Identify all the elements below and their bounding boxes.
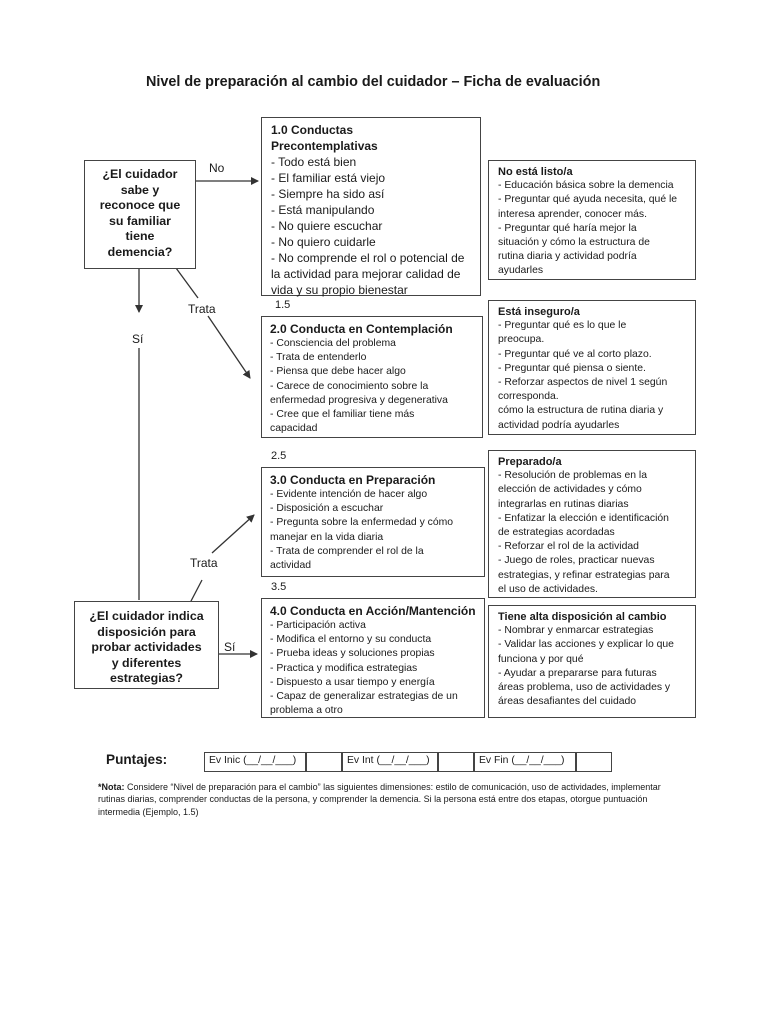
question1-line: su familiar bbox=[109, 213, 171, 228]
response3-box bbox=[488, 450, 696, 598]
stage4-item: - Capaz de generalizar estrategias de un bbox=[270, 691, 458, 703]
question1-line: sabe y bbox=[120, 182, 160, 197]
question2-line: probar actividades bbox=[91, 640, 202, 655]
stage2-item: - Cree que el familiar tiene más bbox=[270, 409, 415, 421]
stage4-item: problema a otro bbox=[270, 705, 343, 717]
response4-item: - Ayudar a prepararse para futuras bbox=[498, 667, 657, 679]
edge-label-trata: Trata bbox=[190, 556, 218, 570]
question2-line: estrategias? bbox=[109, 671, 183, 686]
arrow-trata2 bbox=[212, 515, 254, 553]
footnote-text: Considere “Nivel de preparación para el cambio” las siguientes dimensiones: estilo de comunicación, uso de actividades, implementar rutinas diarias, comprender conductas de la persona, y comprender la demencia. Si la persona está entre dos etapas, otorgue puntuación intermedia (Ejemplo, 1.5) bbox=[98, 782, 661, 817]
question1-line: reconoce que bbox=[99, 198, 181, 213]
response3-item: - Juego de roles, practicar nuevas bbox=[498, 555, 655, 567]
response2-heading: Está inseguro/a bbox=[498, 306, 580, 318]
question2-line: ¿El cuidador indica bbox=[89, 609, 204, 623]
question2-line: y diferentes bbox=[111, 655, 182, 670]
score-ev-int-box bbox=[342, 752, 438, 772]
arrow-trata1 bbox=[208, 316, 250, 378]
stage2-heading: 2.0 Conducta en Contemplación bbox=[270, 322, 453, 336]
response1-item: ayudarles bbox=[498, 265, 544, 277]
response1-box bbox=[488, 160, 696, 280]
score-ev-int-label: Ev Int (__/__/___) bbox=[347, 755, 430, 766]
response2-item: - Preguntar qué ve al corto plazo. bbox=[498, 348, 652, 360]
edge-label-no: No bbox=[209, 161, 225, 175]
stage1-item: - El familiar está viejo bbox=[271, 171, 386, 185]
edge-label-si: Sí bbox=[132, 332, 144, 346]
stage4-heading: 4.0 Conducta en Acción/Mantención bbox=[270, 604, 476, 618]
stage4-item: - Dispuesto a usar tiempo y energía bbox=[270, 676, 435, 688]
stage3-item: manejar en la vida diaria bbox=[270, 531, 384, 543]
intermediate-score-3-5: 3.5 bbox=[271, 581, 287, 593]
stage1-box bbox=[261, 117, 481, 296]
response4-item: - Nombrar y enmarcar estrategias bbox=[498, 625, 654, 637]
score-ev-int-value[interactable] bbox=[438, 752, 474, 772]
intermediate-score-1-5: 1.5 bbox=[275, 299, 291, 311]
question2-line: disposición para bbox=[97, 624, 196, 639]
stage3-item: - Disposición a escuchar bbox=[270, 503, 384, 515]
score-ev-fin-value[interactable] bbox=[576, 752, 612, 772]
line-trata1-a bbox=[176, 268, 198, 298]
response3-item: integrarlas en rutinas diarias bbox=[498, 498, 629, 510]
response1-item: - Educación básica sobre la demencia bbox=[498, 180, 674, 192]
stage2-item: capacidad bbox=[270, 423, 318, 435]
response4-item: áreas desafiantes del cuidado bbox=[498, 696, 637, 708]
response2-item: - Preguntar qué es lo que le bbox=[498, 320, 627, 332]
stage1-heading: 1.0 Conductas bbox=[271, 123, 354, 137]
page-title: Nivel de preparación al cambio del cuidador – Ficha de evaluación bbox=[146, 74, 601, 90]
response2-item: actividad podría ayudarles bbox=[498, 419, 620, 431]
line-trata2-a bbox=[190, 580, 202, 603]
response2-item: corresponda. bbox=[498, 391, 559, 403]
footnote bbox=[98, 781, 678, 818]
response1-item: - Preguntar qué ayuda necesita, qué le bbox=[498, 194, 678, 206]
footnote-label: *Nota: bbox=[98, 782, 125, 792]
score-ev-inic-label: Ev Inic (__/__/___) bbox=[209, 755, 297, 766]
stage1-item: - No comprende el rol o potencial de bbox=[271, 251, 465, 265]
response3-item: - Resolución de problemas en la bbox=[498, 470, 648, 482]
stage1-item: la actividad para mejorar calidad de bbox=[271, 267, 461, 281]
response2-box bbox=[488, 300, 696, 435]
response3-item: el uso de actividades. bbox=[498, 583, 598, 595]
response2-item: preocupa. bbox=[498, 334, 545, 346]
response4-box bbox=[488, 605, 696, 718]
stage3-item: - Trata de comprender el rol de la bbox=[270, 545, 424, 557]
response3-item: estrategias, y refinar estrategias para bbox=[498, 569, 670, 581]
stage1-item: - No quiero cuidarle bbox=[271, 235, 376, 249]
question1-line: tiene bbox=[125, 229, 155, 244]
edge-label-trata: Trata bbox=[188, 302, 216, 316]
response4-item: áreas problema, uso de actividades y bbox=[498, 682, 671, 694]
question1-line: ¿El cuidador bbox=[102, 167, 178, 181]
response3-heading: Preparado/a bbox=[498, 456, 562, 468]
stage2-item: - Trata de entenderlo bbox=[270, 352, 367, 364]
stage1-item: - Está manipulando bbox=[271, 203, 375, 217]
score-ev-fin-label: Ev Fin (__/__/___) bbox=[479, 755, 565, 766]
question-willing-to-try bbox=[74, 601, 219, 689]
question1-line: demencia? bbox=[107, 244, 173, 259]
score-ev-fin-box bbox=[474, 752, 576, 772]
stage2-box bbox=[261, 316, 483, 438]
edge-label-si: Sí bbox=[224, 640, 236, 654]
stage3-item: - Evidente intención de hacer algo bbox=[270, 489, 428, 500]
response1-heading: No está listo/a bbox=[498, 166, 573, 178]
response1-item: interesa aprender, conocer más. bbox=[498, 208, 648, 220]
stage1-item: vida y su propio bienestar bbox=[271, 283, 408, 297]
stage4-item: - Participación activa bbox=[270, 620, 366, 631]
stage3-item: actividad bbox=[270, 560, 312, 572]
response2-item: - Reforzar aspectos de nivel 1 según bbox=[498, 377, 668, 389]
response4-heading: Tiene alta disposición al cambio bbox=[498, 611, 667, 623]
response3-item: de estrategias acordadas bbox=[498, 527, 615, 539]
response2-item: cómo la estructura de rutina diaria y bbox=[498, 405, 664, 417]
stage3-box bbox=[261, 467, 485, 577]
response4-item: - Validar las acciones y explicar lo que bbox=[498, 639, 674, 651]
scores-label: Puntajes: bbox=[106, 752, 168, 767]
stage1-item: - Siempre ha sido así bbox=[271, 187, 385, 201]
stage2-item: - Consciencia del problema bbox=[270, 338, 396, 349]
stage2-item: - Piensa que debe hacer algo bbox=[270, 366, 406, 378]
response3-item: - Reforzar el rol de la actividad bbox=[498, 541, 639, 553]
stage3-heading: 3.0 Conducta en Preparación bbox=[270, 473, 436, 487]
stage4-item: - Practica y modifica estrategias bbox=[270, 662, 418, 674]
response1-item: rutina diaria y actividad podría bbox=[498, 251, 637, 263]
stage2-item: enfermedad progresiva y degenerativa bbox=[270, 394, 448, 406]
stage4-box bbox=[261, 598, 485, 718]
stage1-heading: Precontemplativas bbox=[271, 139, 378, 153]
stage3-item: - Pregunta sobre la enfermedad y cómo bbox=[270, 517, 454, 529]
response3-item: - Enfatizar la elección e identificación bbox=[498, 512, 669, 524]
question-knows-dementia bbox=[84, 160, 196, 269]
stage1-item: - No quiere escuchar bbox=[271, 219, 383, 233]
response1-item: situación y cómo la estructura de bbox=[498, 237, 650, 249]
stage1-item: - Todo está bien bbox=[271, 155, 357, 169]
response3-item: elección de actividades y cómo bbox=[498, 484, 642, 496]
stage4-item: - Prueba ideas y soluciones propias bbox=[270, 648, 435, 660]
response4-item: funciona y por qué bbox=[498, 653, 584, 665]
stage2-item: - Carece de conocimiento sobre la bbox=[270, 380, 429, 392]
score-ev-inic-value[interactable] bbox=[306, 752, 342, 772]
score-ev-inic-box bbox=[204, 752, 306, 772]
response2-item: - Preguntar qué piensa o siente. bbox=[498, 362, 646, 374]
intermediate-score-2-5: 2.5 bbox=[271, 450, 287, 462]
response1-item: - Preguntar qué haría mejor la bbox=[498, 222, 637, 234]
stage4-item: - Modifica el entorno y su conducta bbox=[270, 634, 432, 646]
